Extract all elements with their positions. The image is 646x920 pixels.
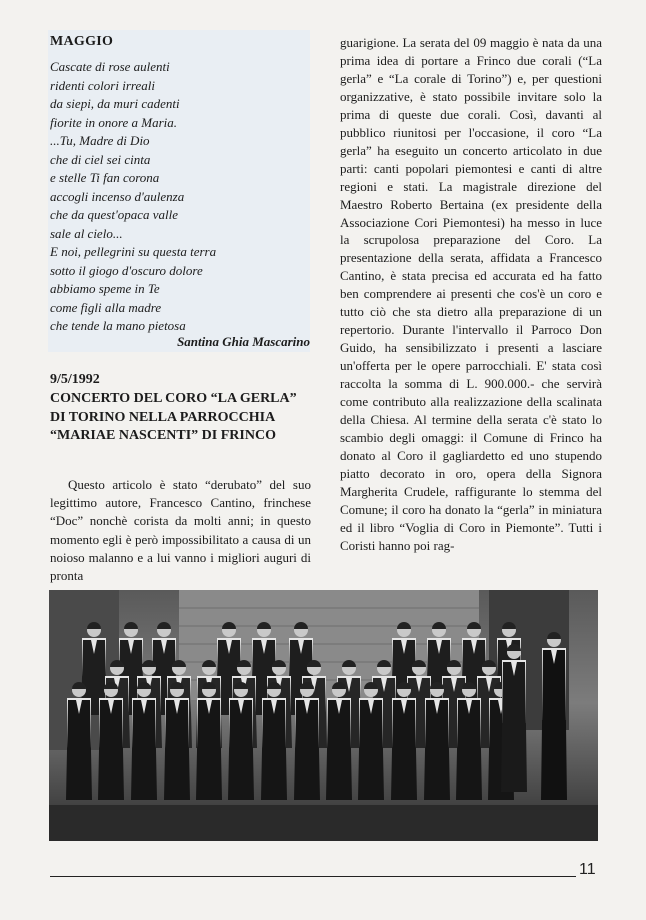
poem-line: e stelle Ti fan corona: [50, 170, 160, 185]
poem-line: da siepi, da muri cadenti: [50, 96, 180, 111]
choir-member-figure: [261, 682, 287, 800]
choir-member-figure: [164, 682, 190, 800]
poem-line: ...Tu, Madre di Dio: [50, 133, 150, 148]
choir-member-figure: [358, 682, 384, 800]
choir-member-figure: [228, 682, 254, 800]
footer-rule: [50, 876, 576, 877]
poem-line: E noi, pellegrini su questa terra: [50, 244, 217, 259]
article-date: 9/5/1992: [50, 372, 100, 387]
poem-line: abbiamo speme in Te: [50, 281, 160, 296]
choir-photo-image: [49, 590, 598, 841]
choir-member-figure: [196, 682, 222, 800]
choir-member-figure: [131, 682, 157, 800]
page-number: 11: [579, 861, 596, 878]
poem-line: fiorite in onore a Maria.: [50, 114, 177, 130]
article-headline: CONCERTO DEL CORO “LA GERLA” DI TORINO NELLA PARROCCHIA “MARIAE NASCENTI” DI FRINCO: [50, 391, 297, 444]
choir-member-figure: [541, 632, 567, 800]
choir-member-figure: [66, 682, 92, 800]
article-body: guarigione. La serata del 09 maggio è nata da una prima idea di portare a Frinco due corali (“La gerla” e “La corale di Torino”) e, per questioni organizzative, è stato possibile invitare solo la prima di queste due corali. Così, davanti al pubblico riunitosi per l'occasione, il coro “La gerla” ha eseguito un concerto articolato in due parti: canti popolari piemontesi e canti di altre regioni e stati. La magistrale direzione del Maestro Roberto Bertaina (ex presidente della Associazione Cori Piemontesi) ha messo in luce la scrupolosa preparazione del Coro. La presentazione della serata, affidata a Francesco Cantino, è stata precisa ed accurata ed ha fatto ben comprendere ai presenti che cos'è un coro e tutto ciò che sta dietro alla preparazione di un repertorio. Durante l'intervallo il Parroco Don Guido, ha sensibilizzato i presenti a lasciare un'offerta per le opere parrocchiali. E' stata così raccolta la somma di L. 900.000.- che servirà come contributo alla realizzazione della scalinata della Chiesa. Al termine della serata c'è stato lo scambio degli omaggi: il Comune di Frinco ha donato al Coro il gagliardetto ed uno stupendo piatto decorato in oro, opera della Signora Margherita Crudele, raffigurante lo stemma del Comune; il coro ha donato la “gerla” in miniatura ed il libro “Voglia di Coro in Piemonte”. Tutti i Coristi hanno poi rag-: [340, 35, 602, 553]
choir-member-figure: [424, 682, 450, 800]
choir-member-figure: [326, 682, 352, 800]
poem-line: accogli incenso d'aulenza: [50, 188, 185, 204]
article-intro: Questo articolo è stato “derubato” del suo legittimo autore, Francesco Cantino, frinchese “Doc” nonchè corista da molti anni; in questo momento egli è però impossibilitato a causa di un noioso malanno e a lui vanno i migliori auguri di pronta: [50, 477, 311, 584]
poem-line: come figli alla madre: [50, 299, 162, 315]
choir-photo: [49, 590, 598, 841]
poem-lines: [50, 58, 310, 336]
choir-member-figure: [294, 682, 320, 800]
poem-line: sale al cielo...: [50, 225, 123, 241]
choir-member-figure: [98, 682, 124, 800]
choir-member-figure: [456, 682, 482, 800]
choir-member-figure: [501, 644, 527, 792]
choir-member-figure: [391, 682, 417, 800]
poem-line: che di ciel sei cinta: [50, 151, 151, 167]
poem-line: Cascate di rose aulenti: [50, 59, 170, 74]
poem-line: ridenti colori irreali: [50, 77, 155, 93]
poem-line: che da quest'opaca valle: [50, 207, 179, 222]
poem-line: che tende la mano pietosa: [50, 318, 186, 333]
poem-line: sotto il giogo d'oscuro dolore: [50, 262, 203, 278]
poem-title: MAGGIO: [50, 34, 114, 49]
poem-author: Santina Ghia Mascarino: [177, 334, 310, 349]
